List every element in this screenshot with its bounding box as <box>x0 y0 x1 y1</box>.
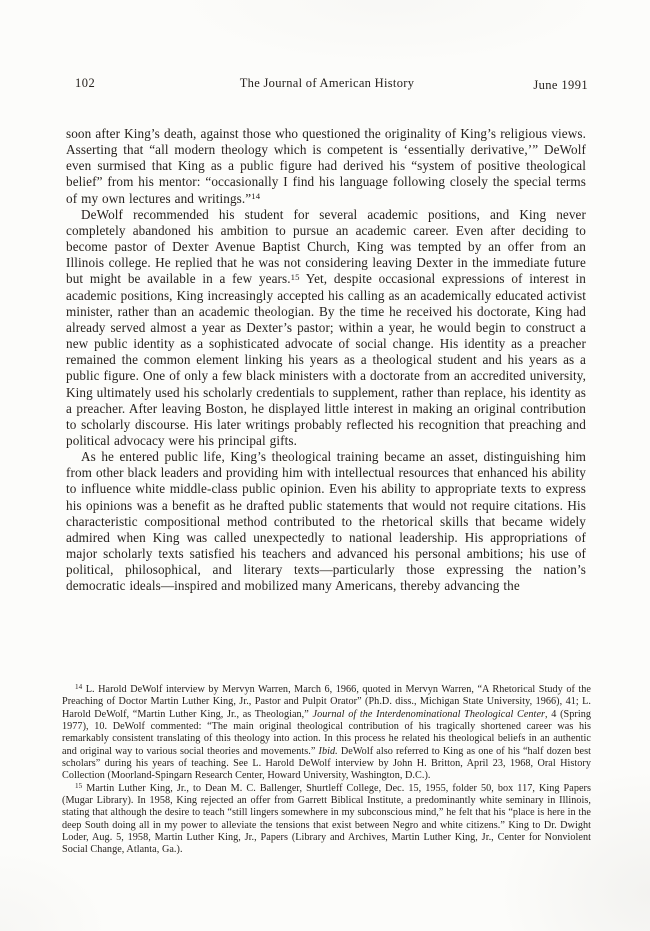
text-run: DeWolf recommended his student for several academic positions, and King never completely abandoned his ambition to pursue an academic career. Even after deciding to become pastor of Dexter Avenue Baptist Church, King was tempted by an offer from an Illinois college. He replied that he was not considering leaving Dexter in the immediate future but might be available in a few years. <box>66 206 586 287</box>
footnote <box>62 684 591 783</box>
text-run: As he entered public life, King’s theological training became an asset, distinguishing him from other black leaders and providing him with intellectual resources that enhanced his ability to influence white middle-class public opinion. Even his ability to appropriate texts to express his opinions was a benefit as he drafted public statements that would not require citations. His characteristic compositional method contributed to the rhetorical skills that became widely admired when King was called unexpectedly to national leadership. His appropriations of major scholarly texts satisfied his teachers and advanced his personal ambitions; his use of political, philosophical, and literary texts—particularly those expressing the nation’s democratic ideals—inspired and mobilized many Americans, thereby advancing the <box>66 449 586 594</box>
text-run: L. Harold DeWolf interview by Mervyn Warren, March 6, 1966, quoted in Mervyn Warren, “A Rhetorical Study of the Preaching of Doctor Martin Luther King, Jr., Pastor and Pulpit Orator” (Ph.D. diss., Michigan State University, 1966), 41; L. Harold DeWolf, “Martin Luther King, Jr., as Theologian,” <box>62 684 591 720</box>
italic-text: Ibid. <box>318 745 338 757</box>
footnotes-section <box>62 684 591 857</box>
footnote-reference: 14 <box>75 683 83 692</box>
footnote <box>62 783 591 857</box>
page-number: 102 <box>75 76 96 90</box>
running-head <box>66 76 588 92</box>
body-paragraph <box>66 126 586 207</box>
article-body <box>66 126 586 595</box>
text-run: Martin Luther King, Jr., to Dean M. C. Ballenger, Shurtleff College, Dec. 15, 1955, folder 50, box 117, King Papers (Mugar Library). In 1958, King rejected an offer from Garrett Biblical Institute, a predominantly white seminary in Illinois, stating that although the desire to teach “still lingers somewhere in my subconscious mind,” he felt that his “place is here in the deep South doing all in my power to alleviate the tensions that exist between Negro and white citizens.” King to Dr. Dwight Loder, Aug. 5, 1958, Martin Luther King, Jr., Papers (Library and Archives, Martin Luther King, Jr., Center for Nonviolent Social Change, Atlanta, Ga.). <box>62 782 591 856</box>
footnote-reference: 15 <box>75 781 83 790</box>
text-run: DeWolf also referred to King as one of his “half dozen best scholars” during his years of teaching. See L. Harold DeWolf interview by John H. Britton, April 23, 1968, Oral History Collection (Moorland-Spingarn Research Center, Howard University, Washington, D.C.). <box>62 745 591 782</box>
journal-title: The Journal of American History <box>239 76 415 90</box>
text-run: Yet, despite occasional expressions of interest in academic positions, King increasingly accepted his calling as an academically educated activist minister, rather than an academic theologian. By the time he received his doctorate, King had already served almost a year as Dexter’s pastor; within a year, he would begin to construct a new public identity as a sophisticated advocate of social change. His identity as a preacher remained the common element linking his years as a theological student and his years as a public figure. One of only a few black ministers with a doctorate from an accredited university, King ultimately used his scholarly credentials to supplement, rather than replace, his identity as a preacher. After leaving Boston, he displayed little interest in making an original contribution to scholarly discourse. His later writings probably reflected his recognition that preaching and political advocacy were his principal gifts. <box>66 271 586 448</box>
italic-text: Journal of the Interdenominational Theological Center <box>312 708 546 720</box>
footnote-reference: 15 <box>290 271 300 282</box>
text-run: , 4 (Spring 1977), 10. DeWolf commented: “The main original theological contribution of his tragically shortened career was his remarkably consistent translating of this theology into action. In this process he related his theological beliefs in an authentic and original way to various social theories and movements.” <box>62 708 591 757</box>
body-paragraph <box>66 207 586 449</box>
issue-date: June 1991 <box>533 78 588 92</box>
footnote-reference: 14 <box>251 190 261 201</box>
body-paragraph <box>66 449 586 594</box>
text-run: soon after King’s death, against those who questioned the originality of King’s religious views. Asserting that “all modern theology which is competent is ‘essentially derivative,’” DeWolf even surmised that King as a public figure had derived his “system of positive theological belief” from his mentor: “occasionally I find his language following closely the special terms of my own lectures and writings.” <box>66 126 586 206</box>
